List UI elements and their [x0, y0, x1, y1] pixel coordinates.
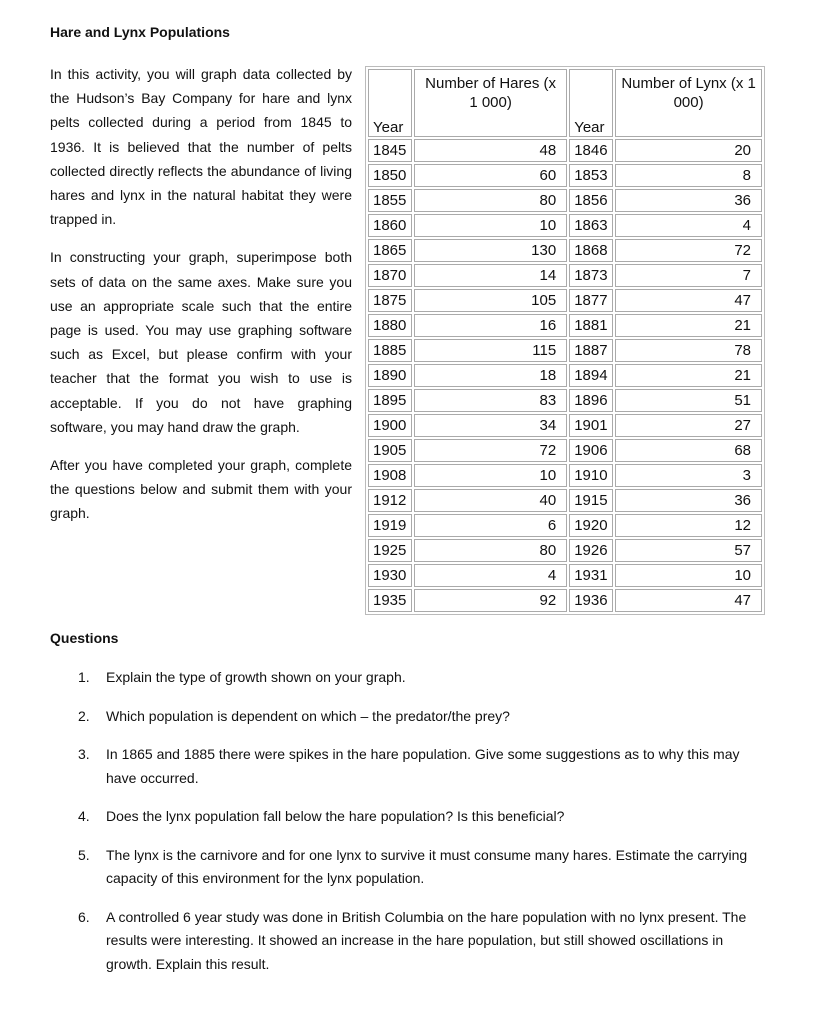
- hare-year-cell: 1935: [368, 589, 412, 612]
- intro-paragraph: In this activity, you will graph data collected by the Hudson’s Bay Company for hare and lynx pelts collected during a period from 1845 to 1936. It is believed that the number of pelts collected directly reflects the abundance of living hares and lynx in the natural habitat they were trapped in.: [50, 66, 352, 228]
- hare-year-cell: 1895: [368, 389, 412, 412]
- hares-cell: 80: [414, 539, 567, 562]
- hare-year-cell: 1890: [368, 364, 412, 387]
- table-row: [368, 264, 762, 287]
- hares-cell: 16: [414, 314, 567, 337]
- lynx-cell: 20: [615, 139, 762, 162]
- hare-year-cell: 1845: [368, 139, 412, 162]
- lynx-year-cell: 1936: [569, 589, 613, 612]
- hare-year-cell: 1905: [368, 439, 412, 462]
- lynx-year-cell: 1887: [569, 339, 613, 362]
- lynx-year-cell: 1846: [569, 139, 613, 162]
- question-item: [78, 666, 768, 690]
- hare-year-cell: 1885: [368, 339, 412, 362]
- table-row: [368, 214, 762, 237]
- hares-cell: 92: [414, 589, 567, 612]
- hare-year-cell: 1865: [368, 239, 412, 262]
- table-row: [368, 414, 762, 437]
- lynx-cell: 21: [615, 364, 762, 387]
- lynx-year-cell: 1894: [569, 364, 613, 387]
- lynx-year-cell: 1863: [569, 214, 613, 237]
- question-text: Which population is dependent on which – the predator/the prey?: [106, 707, 510, 724]
- lynx-year-cell: 1896: [569, 389, 613, 412]
- table-row: [368, 164, 762, 187]
- lynx-year-cell: 1868: [569, 239, 613, 262]
- table-row: [368, 364, 762, 387]
- hares-cell: 4: [414, 564, 567, 587]
- lynx-cell: 78: [615, 339, 762, 362]
- questions-heading: Questions: [50, 630, 119, 646]
- lynx-cell: 10: [615, 564, 762, 587]
- lynx-cell: 12: [615, 514, 762, 537]
- question-number: 3.: [78, 746, 90, 762]
- question-text: In 1865 and 1885 there were spikes in the hare population. Give some suggestions as to why this may have occurred.: [106, 746, 740, 786]
- lynx-year-cell: 1856: [569, 189, 613, 212]
- hare-year-cell: 1925: [368, 539, 412, 562]
- lynx-cell: 36: [615, 189, 762, 212]
- table-row: [368, 239, 762, 262]
- table-row: [368, 589, 762, 612]
- hares-cell: 14: [414, 264, 567, 287]
- question-item: [78, 743, 768, 790]
- lynx-year-cell: 1877: [569, 289, 613, 312]
- lynx-year-cell: 1873: [569, 264, 613, 287]
- table-row: [368, 539, 762, 562]
- hares-cell: 10: [414, 464, 567, 487]
- table-header-row: [368, 69, 762, 137]
- hares-cell: 83: [414, 389, 567, 412]
- question-item: [78, 705, 768, 729]
- hares-cell: 10: [414, 214, 567, 237]
- question-number: 4.: [78, 808, 90, 824]
- hare-year-header: Year: [368, 69, 412, 137]
- lynx-cell: 27: [615, 414, 762, 437]
- lynx-header: Number of Lynx (x 1 000): [615, 69, 762, 137]
- lynx-cell: 3: [615, 464, 762, 487]
- hare-year-cell: 1880: [368, 314, 412, 337]
- page-title: Hare and Lynx Populations: [50, 24, 230, 40]
- question-number: 1.: [78, 669, 90, 685]
- table-row: [368, 339, 762, 362]
- hares-cell: 34: [414, 414, 567, 437]
- hares-cell: 48: [414, 139, 567, 162]
- lynx-year-cell: 1853: [569, 164, 613, 187]
- lynx-year-header: Year: [569, 69, 613, 137]
- lynx-cell: 7: [615, 264, 762, 287]
- hares-cell: 72: [414, 439, 567, 462]
- hare-year-cell: 1850: [368, 164, 412, 187]
- question-text: Explain the type of growth shown on your graph.: [106, 669, 406, 685]
- lynx-cell: 47: [615, 589, 762, 612]
- lynx-cell: 72: [615, 239, 762, 262]
- questions-list: [78, 666, 768, 991]
- intro-text: [50, 62, 352, 540]
- hare-year-cell: 1900: [368, 414, 412, 437]
- lynx-cell: 21: [615, 314, 762, 337]
- hares-cell: 115: [414, 339, 567, 362]
- table-row: [368, 139, 762, 162]
- lynx-year-cell: 1910: [569, 464, 613, 487]
- question-text: The lynx is the carnivore and for one lynx to survive it must consume many hares. Estimate the carrying capacity of this environment for the lynx population.: [106, 846, 748, 886]
- table-row: [368, 564, 762, 587]
- lynx-cell: 51: [615, 389, 762, 412]
- hare-year-cell: 1930: [368, 564, 412, 587]
- table-row: [368, 464, 762, 487]
- hare-year-cell: 1919: [368, 514, 412, 537]
- lynx-year-cell: 1926: [569, 539, 613, 562]
- hare-year-cell: 1908: [368, 464, 412, 487]
- question-number: 2.: [78, 707, 90, 724]
- question-text: A controlled 6 year study was done in British Columbia on the hare population with no lynx present. The results were interesting. It showed an increase in the hare population, but still showed oscillations in growth. Explain this result.: [106, 908, 747, 972]
- question-item: [78, 906, 768, 977]
- lynx-cell: 47: [615, 289, 762, 312]
- hare-year-cell: 1870: [368, 264, 412, 287]
- lynx-year-cell: 1920: [569, 514, 613, 537]
- intro-paragraph: After you have completed your graph, complete the questions below and submit them with your graph.: [50, 457, 352, 522]
- lynx-cell: 68: [615, 439, 762, 462]
- lynx-year-cell: 1915: [569, 489, 613, 512]
- lynx-year-cell: 1901: [569, 414, 613, 437]
- table-row: [368, 514, 762, 537]
- table-row: [368, 289, 762, 312]
- lynx-cell: 4: [615, 214, 762, 237]
- hare-year-cell: 1912: [368, 489, 412, 512]
- table-row: [368, 489, 762, 512]
- hares-cell: 40: [414, 489, 567, 512]
- question-item: [78, 805, 768, 829]
- question-number: 5.: [78, 846, 90, 863]
- hare-year-cell: 1875: [368, 289, 412, 312]
- hares-cell: 105: [414, 289, 567, 312]
- hares-cell: 6: [414, 514, 567, 537]
- table-row: [368, 439, 762, 462]
- table-row: [368, 389, 762, 412]
- lynx-year-cell: 1931: [569, 564, 613, 587]
- hares-cell: 80: [414, 189, 567, 212]
- hares-cell: 18: [414, 364, 567, 387]
- question-number: 6.: [78, 908, 90, 925]
- hare-year-cell: 1855: [368, 189, 412, 212]
- lynx-year-cell: 1906: [569, 439, 613, 462]
- question-text: Does the lynx population fall below the hare population? Is this beneficial?: [106, 808, 565, 824]
- lynx-cell: 57: [615, 539, 762, 562]
- lynx-cell: 8: [615, 164, 762, 187]
- hares-cell: 130: [414, 239, 567, 262]
- hare-year-cell: 1860: [368, 214, 412, 237]
- population-table: [365, 66, 765, 615]
- lynx-year-cell: 1881: [569, 314, 613, 337]
- hares-cell: 60: [414, 164, 567, 187]
- hares-header: Number of Hares (x 1 000): [414, 69, 567, 137]
- intro-paragraph: In constructing your graph, superimpose both sets of data on the same axes. Make sure you use an appropriate scale such that the entire page is used. You may use graphing software such as Excel, but please confirm with your teacher that the format you wish to use is acceptable. If you do not have graphing software, you may hand draw the graph.: [50, 249, 352, 435]
- question-item: [78, 844, 768, 891]
- table-row: [368, 314, 762, 337]
- table-body: [368, 139, 762, 612]
- lynx-cell: 36: [615, 489, 762, 512]
- table-row: [368, 189, 762, 212]
